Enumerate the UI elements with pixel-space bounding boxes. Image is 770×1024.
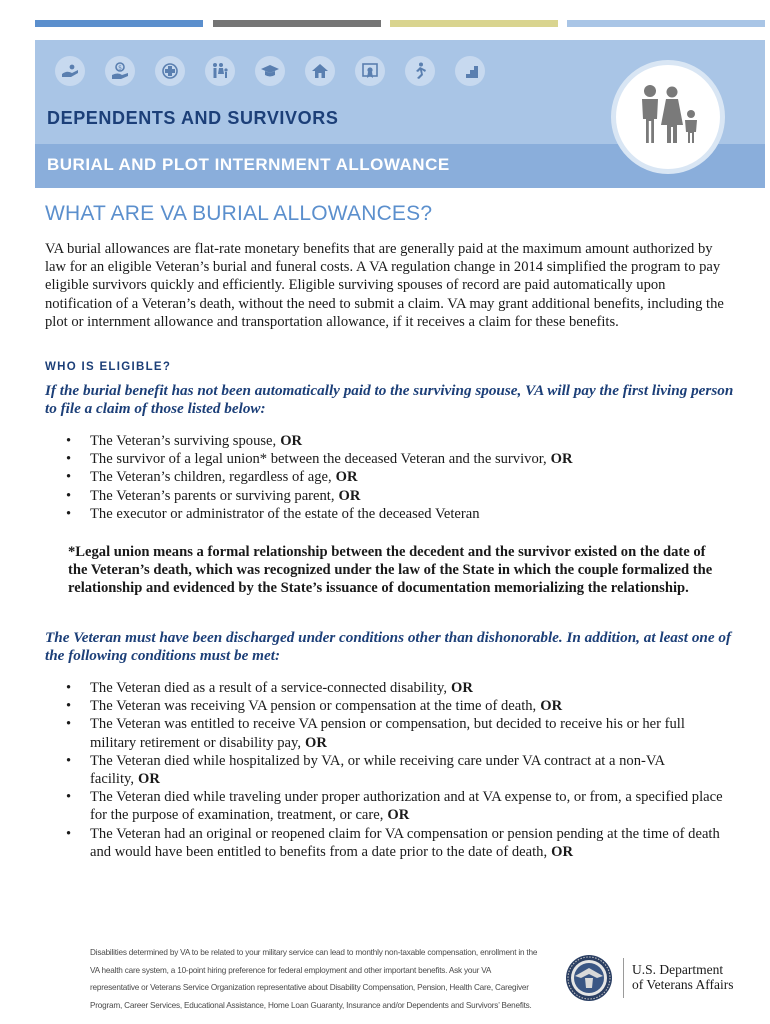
list-item: • The Veteran was receiving VA pension or compensation at the time of death, OR	[62, 697, 724, 715]
top-bar-khaki	[390, 20, 558, 27]
list-item: • The Veteran died as a result of a service-connected disability, OR	[62, 679, 724, 697]
family-icon	[628, 77, 708, 157]
top-bar-blue	[35, 20, 203, 27]
certificate-icon	[355, 56, 385, 86]
eligible-intro: If the burial benefit has not been automatically paid to the surviving spouse, VA will pay the first living person to file a claim of those listed below:	[45, 382, 734, 418]
family-icon	[205, 56, 235, 86]
header-banner	[35, 40, 765, 188]
list-item: • The Veteran died while traveling under proper authorization and at VA expense to, or from, a specified place for the purpose of examination, treatment, or care, OR	[62, 788, 724, 824]
family-emblem	[611, 60, 725, 174]
footer-disclaimer: Disabilities determined by VA to be related to your military service can lead to monthly non-taxable compensation, enrollment in the VA health care system, a 10-point hiring preference for federal employment and other important benefits. Ask your VA representative or Veterans Service Organization representative about Disability Compensation, Pension, Health Care, Caregiver Program, Career Services, Educational Assistance, Home Loan Guaranty, Insurance and/or Dependents and Survivors’ Benefits.	[90, 948, 538, 1010]
list-item: • The Veteran had an original or reopened claim for VA compensation or pension pending at the time of death and would have been entitled to benefits from a date prior to the date of death, OR	[62, 825, 724, 861]
graduation-cap-icon	[255, 56, 285, 86]
eligible-list	[62, 432, 724, 523]
logo-divider	[623, 958, 624, 998]
top-bar-gray	[213, 20, 381, 27]
who-is-eligible-label: WHO IS ELIGIBLE?	[45, 361, 172, 373]
list-item: • The survivor of a legal union* between the deceased Veteran and the survivor, OR	[62, 450, 724, 468]
helping-hand-icon	[55, 56, 85, 86]
list-item: • The Veteran died while hospitalized by VA, or while receiving care under VA contract at a non-VA facility, OR	[62, 752, 724, 788]
va-department-name: U.S. Department of Veterans Affairs	[632, 962, 734, 992]
stairs-icon	[455, 56, 485, 86]
top-color-bars	[35, 20, 765, 28]
conditions-list	[62, 679, 724, 861]
benefit-icon-strip	[55, 56, 575, 92]
header-title: DEPENDENTS AND SURVIVORS	[47, 108, 339, 128]
list-item: • The Veteran was entitled to receive VA pension or compensation, but decided to receive his or her full military retirement or disability pay, OR	[62, 715, 724, 751]
running-person-icon	[405, 56, 435, 86]
intro-paragraph: VA burial allowances are flat-rate monetary benefits that are generally paid at the maximum amount authorized by law for an eligible Veteran’s burial and funeral costs. A VA regulation change in 2014 simplified the program to pay eligible survivors quickly and efficiently. Eligible surviving spouses of record are paid automatically upon notification of a Veteran’s death, without the need to submit a claim. VA may grant additional benefits, including the plot or internment allowance and transportation allowance, if it receives a claim for these benefits.	[45, 241, 724, 330]
svg-text:$: $	[118, 64, 122, 72]
list-item: • The Veteran’s parents or surviving parent, OR	[62, 487, 724, 505]
medical-icon	[155, 56, 185, 86]
list-item: • The Veteran’s surviving spouse, OR	[62, 432, 724, 450]
list-item: • The Veteran’s children, regardless of age, OR	[62, 468, 724, 486]
legal-union-note: *Legal union means a formal relationship between the decedent and the survivor existed on the date of the Veteran’s death, which was recognized under the law of the State in which the couple formalized the relationship and evidenced by the State’s issuance of documentation memorializing the relationship.	[68, 544, 713, 597]
va-seal-icon	[565, 954, 613, 1002]
money-hand-icon	[105, 56, 135, 86]
list-item: • The executor or administrator of the estate of the deceased Veteran	[62, 505, 724, 523]
top-bar-light-blue	[567, 20, 765, 27]
discharge-condition-intro: The Veteran must have been discharged under conditions other than dishonorable. In addition, at least one of the following conditions must be met:	[45, 629, 732, 665]
header-subtitle: BURIAL AND PLOT INTERNMENT ALLOWANCE	[47, 155, 450, 174]
house-icon	[305, 56, 335, 86]
page-title: WHAT ARE VA BURIAL ALLOWANCES?	[45, 202, 433, 225]
